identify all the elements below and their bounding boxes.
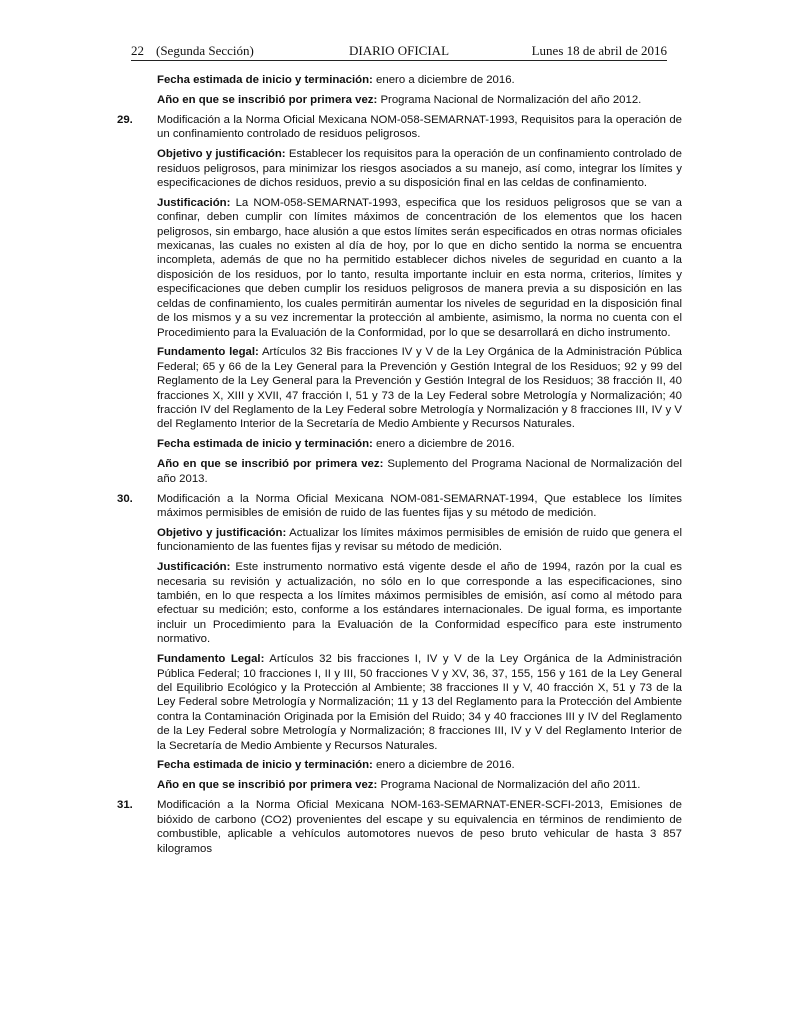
objetivo-paragraph: Objetivo y justificación: Establecer los requisitos para la operación de un confinamiento controlado de residuos peligrosos, para minimizar los riesgos asociados a su manejo, así como, integrar los límites y especificaciones de dichos residuos, previo a su disposición final en las celdas de confinamiento. [157, 148, 683, 189]
header-divider [131, 60, 667, 61]
intro-anio: Año en que se inscribió por primera vez: Programa Nacional de Normalización del año 2012. [157, 93, 642, 106]
norm-item-31 [117, 798, 682, 856]
fundamento-paragraph: Fundamento legal: Artículos 32 Bis fracciones IV y V de la Ley Orgánica de la Administración Pública Federal; 65 y 66 de la Ley General para la Prevención y Gestión Integral de los Residuos; 92 y 99 del Reglamento de la Ley General para la Prevención y Gestión Integral de los Residuos; 38 fracción II, 40 fracciones X, XIII y XVII, 47 fracción I, 51 y 73 de la Ley Federal sobre Metrología y Normalización; 40 fracción IV del Reglamento de la Ley Federal sobre Metrología y Normalización y 8 fracciones III, IV y V del Reglamento Interior de la Secretaría de Medio Ambiente y Recursos Naturales. [157, 346, 682, 431]
fecha-paragraph: Fecha estimada de inicio y terminación: enero a diciembre de 2016. [157, 759, 515, 772]
page-header [131, 43, 667, 59]
intro-fecha: Fecha estimada de inicio y terminación: enero a diciembre de 2016. [157, 74, 515, 86]
item-title: Modificación a la Norma Oficial Mexicana NOM-058-SEMARNAT-1993, Requisitos para la operación de un confinamiento controlado de residuos peligrosos. [157, 113, 682, 141]
norm-item-29 [117, 113, 683, 486]
item-number: 30. [117, 492, 133, 505]
objetivo-paragraph: Objetivo y justificación: Actualizar los límites máximos permisibles de emisión de ruido que genera el funcionamiento de las fuentes fijas y revisar su método de medición. [157, 526, 682, 554]
item-number: 29. [117, 113, 133, 126]
publication-title: DIARIO OFICIAL [348, 43, 450, 58]
publication-date: Lunes 18 de abril de 2016 [531, 43, 667, 58]
justificacion-paragraph: Justificación: La NOM-058-SEMARNAT-1993, especifica que los residuos peligrosos que se van a confinar, deben cumplir con límites máximos de concentración de los elementos que los hacen peligrosos, sin embargo, hace alusión a que estos límites serán especificados en otras normas oficiales mexicanas, las cuales no existen al día de hoy, por lo que en dicho sentido la norma se encuentra incompleta, además de que no ha permitido establecer dichos niveles de seguridad en cuanto a la disposición de los residuos, por lo tanto, resulta importante incluir en esta norma, criterios, límites y especificaciones que deben cumplir los residuos peligrosos de manera previa a su disposición en las celdas de confinamiento, los cuales permitirán aumentar los niveles de seguridad en la disposición final de los mismos y a su vez incrementar la protección al ambiente, asimismo, la norma no cuenta con el Procedimiento para la Evaluación de la Conformidad, por lo que se desarrollará en dicho instrumento. [157, 196, 682, 339]
fecha-paragraph: Fecha estimada de inicio y terminación: enero a diciembre de 2016. [157, 438, 515, 451]
item-title: Modificación a la Norma Oficial Mexicana NOM-163-SEMARNAT-ENER-SCFI-2013, Emisiones de bióxido de carbono (CO2) provenientes del escape y su equivalencia en términos de rendimiento de combustible, aplicable a vehículos automotores nuevos de peso bruto vehicular de hasta 3 857 kilogramos [157, 799, 682, 855]
document-body [117, 73, 683, 861]
anio-paragraph: Año en que se inscribió por primera vez: Suplemento del Programa Nacional de Normalización del año 2013. [157, 458, 682, 485]
norm-item-30 [117, 492, 683, 793]
justificacion-paragraph: Justificación: Este instrumento normativo está vigente desde el año de 1994, razón por la cual es necesaria su revisión y actualización, no sólo en lo que corresponde a las especificaciones, sino también, en lo que respecta a los límites máximos permisibles de emisión, así como al método para efectuar su medición; esto, conforme a los estándares internacionales. De igual forma, es importante incluir un Procedimiento para la Evaluación de la Conformidad específico para este instrumento normativo. [157, 561, 682, 646]
fundamento-paragraph: Fundamento Legal: Artículos 32 bis fracciones I, IV y V de la Ley Orgánica de la Administración Pública Federal; 10 fracciones I, II y III, 50 fracciones V y XV, 36, 37, 155, 156 y 161 de la Ley General del Equilibrio Ecológico y la Protección al Ambiente; 38 fracciones II y V, 40 fracción X, 51 y 73 de la Ley Federal sobre Metrología y Normalización; 11 y 13 del Reglamento para la Protección del Ambiente contra la Contaminación Originada por la Emisión del Ruido; 34 y 40 fracciones III y IV del Reglamento de la Ley Federal sobre Metrología y Normalización; 8 fracciones III, IV y V del Reglamento Interior de la Secretaría de Medio Ambiente y Recursos Naturales. [157, 653, 683, 752]
item-number: 31. [117, 799, 133, 812]
section-label: (Segunda Sección) [156, 43, 254, 58]
anio-paragraph: Año en que se inscribió por primera vez: Programa Nacional de Normalización del año 2011. [157, 779, 641, 792]
page-number: 22 [131, 43, 144, 58]
item-title: Modificación a la Norma Oficial Mexicana NOM-081-SEMARNAT-1994, Que establece los límites máximos permisibles de emisión de ruido de las fuentes fijas y su método de medición. [157, 492, 682, 519]
